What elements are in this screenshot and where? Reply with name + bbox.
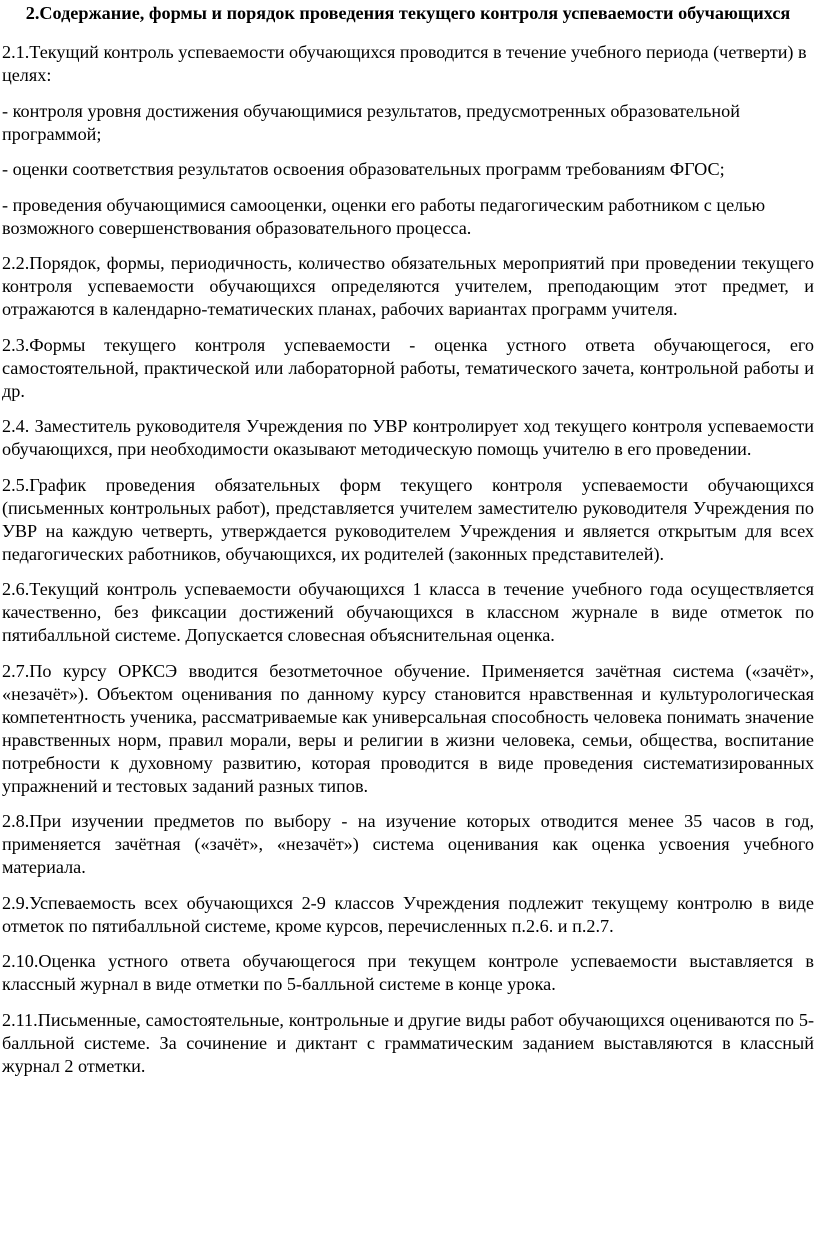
list-item-control-level: - контроля уровня достижения обучающимися результатов, предусмотренных образовательной программой; xyxy=(2,100,740,144)
section-title: 2.Содержание, формы и порядок проведения текущего контроля успеваемости обучающихся xyxy=(25,3,791,23)
list-item-self-assessment: - проведения обучающимися самооценки, оценки его работы педагогическим работником с целью возможного совершенствования образовательного процесса. xyxy=(2,194,766,238)
paragraph-2-9: 2.9.Успеваемость всех обучающихся 2-9 классов Учреждения подлежит текущему контролю в виде отметок по пятибалльной системе, кроме курсов, перечисленных п.2.6. и п.2.7. xyxy=(2,892,814,936)
paragraph-2-5: 2.5.График проведения обязательных форм текущего контроля успеваемости обучающихся (письменных контрольных работ), представляется учителем заместителю руководителя Учреждения по УВР на каждую четверть, утверждается руководителем Учреждения и является открытым для всех педагогических работников, обучающихся, их родителей (законных представителей). xyxy=(2,474,814,564)
paragraph-2-1: 2.1.Текущий контроль успеваемости обучающихся проводится в течение учебного периода (четверти) в целях: xyxy=(2,42,807,85)
paragraph-2-8: 2.8.При изучении предметов по выбору - на изучение которых отводится менее 35 часов в год, применяется зачётная («зачёт», «незачёт») система оценивания как оценка усвоения учебного материала. xyxy=(2,811,814,877)
paragraph-2-11: 2.11.Письменные, самостоятельные, контрольные и другие виды работ обучающихся оцениваются по 5-балльной системе. За сочинение и диктант с грамматическим заданием выставляются в классный журнал 2 отметки. xyxy=(2,1009,814,1076)
paragraph-2-2: 2.2.Порядок, формы, периодичность, количество обязательных мероприятий при проведении текущего контроля успеваемости обучающихся определяются учителем, преподающим этот предмет, и отражаются в календарно-тематических планах, рабочих вариантах программ учителя. xyxy=(2,253,814,319)
paragraph-2-10: 2.10.Оценка устного ответа обучающегося при текущем контроле успеваемости выставляется в классный журнал в виде отметки по 5-балльной системе в конце урока. xyxy=(2,951,814,994)
paragraph-2-6: 2.6.Текущий контроль успеваемости обучающихся 1 класса в течение учебного года осуществляется качественно, без фиксации достижений обучающихся в классном журнале в виде отметок по пятибалльной системе. Допускается словесная объяснительная оценка. xyxy=(2,579,814,645)
paragraph-2-7: 2.7.По курсу ОРКСЭ вводится безотметочное обучение. Применяется зачётная система («зачёт», «незачёт»). Объектом оценивания по данному курсу становится нравственная и культурологическая компетентность ученика, рассматриваемые как универсальная способность человека понимать значение нравственных норм, правил морали, веры и религии в жизни человека, семьи, общества, воспитание потребности к духовному развитию, которая проводится в виде проведения систематизированных упражнений и тестовых заданий разных типов. xyxy=(2,660,814,796)
paragraph-2-4: 2.4. Заместитель руководителя Учреждения по УВР контролирует ход текущего контроля успеваемости обучающихся, при необходимости оказывают методическую помощь учителю в его проведении. xyxy=(2,416,814,459)
paragraph-2-3: 2.3.Формы текущего контроля успеваемости - оценка устного ответа обучающегося, его самостоятельной, практической или лабораторной работы, тематического зачета, контрольной работы и др. xyxy=(2,334,814,401)
list-item-fgos-compliance: - оценки соответствия результатов освоения образовательных программ требованиям ФГОС; xyxy=(2,159,725,179)
